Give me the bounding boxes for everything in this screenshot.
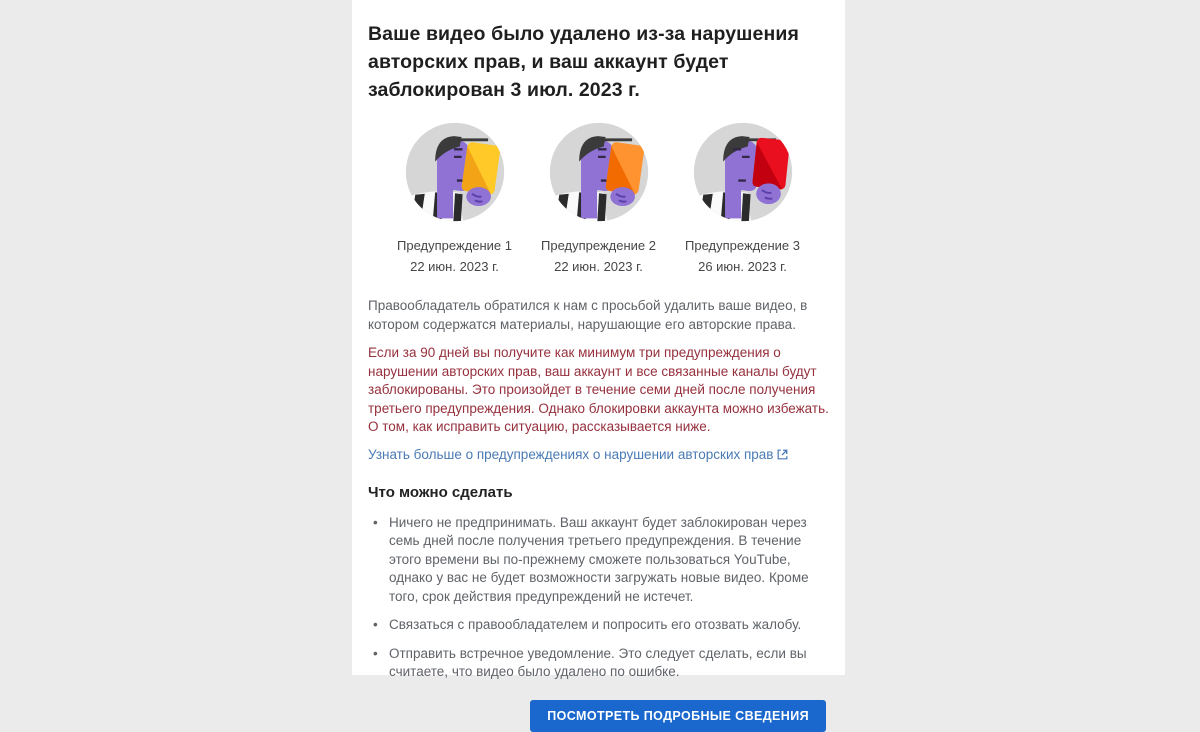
learn-more-link-label: Узнать больше о предупреждениях о нарушении авторских прав <box>368 446 774 462</box>
strike-item-3 <box>684 120 802 275</box>
external-link-icon <box>776 448 789 461</box>
strike-date: 22 июн. 2023 г. <box>554 259 643 274</box>
action-item: • Ничего не предпринимать. Ваш аккаунт будет заблокирован через семь дней после получения третьего предупреждения. В течение этого времени вы по-прежнему сможете пользоваться YouTube, однако у вас не будет возможности загружать новые видео. Кроме того, срок действия предупреждений не истечет. <box>372 514 829 607</box>
strike-date: 22 июн. 2023 г. <box>410 259 499 274</box>
action-item: • Отправить встречное уведомление. Это следует сделать, если вы считаете, что видео было удалено по ошибке. <box>372 645 829 682</box>
referee-yellow-card-illustration <box>403 120 507 224</box>
actions-heading: Что можно сделать <box>368 483 513 501</box>
referee-red-card-illustration <box>691 120 795 224</box>
copyright-notice-panel <box>352 0 845 723</box>
strike-label: Предупреждение 3 <box>685 238 800 253</box>
strikes-row <box>368 120 829 275</box>
strike-label: Предупреждение 1 <box>397 238 512 253</box>
referee-orange-card-illustration <box>547 120 651 224</box>
warning-paragraph: Если за 90 дней вы получите как минимум три предупреждения о нарушении авторских прав, ваш аккаунт и все связанные каналы будут заблокированы. Это произойдет в течение семи дней после получения третьего предупреждения. Однако блокировки аккаунта можно избежать. О том, как исправить ситуацию, рассказывается ниже. <box>368 345 829 434</box>
intro-paragraph: Правообладатель обратился к нам с просьбой удалить ваше видео, в котором содержатся материалы, нарушающие его авторские права. <box>368 298 808 332</box>
button-row <box>368 700 829 732</box>
actions-list <box>368 514 829 682</box>
action-item: • Связаться с правообладателем и попросить его отозвать жалобу. <box>372 616 829 635</box>
notice-title: Ваше видео было удалено из-за нарушения авторских прав, и ваш аккаунт будет заблокирован 3 июл. 2023 г. <box>368 23 799 101</box>
strike-item-2 <box>540 120 658 275</box>
learn-more-link[interactable] <box>368 446 789 464</box>
strike-date: 26 июн. 2023 г. <box>698 259 787 274</box>
view-details-button[interactable]: ПОСМОТРЕТЬ ПОДРОБНЫЕ СВЕДЕНИЯ <box>530 700 826 732</box>
strike-item-1 <box>396 120 514 275</box>
strike-label: Предупреждение 2 <box>541 238 656 253</box>
